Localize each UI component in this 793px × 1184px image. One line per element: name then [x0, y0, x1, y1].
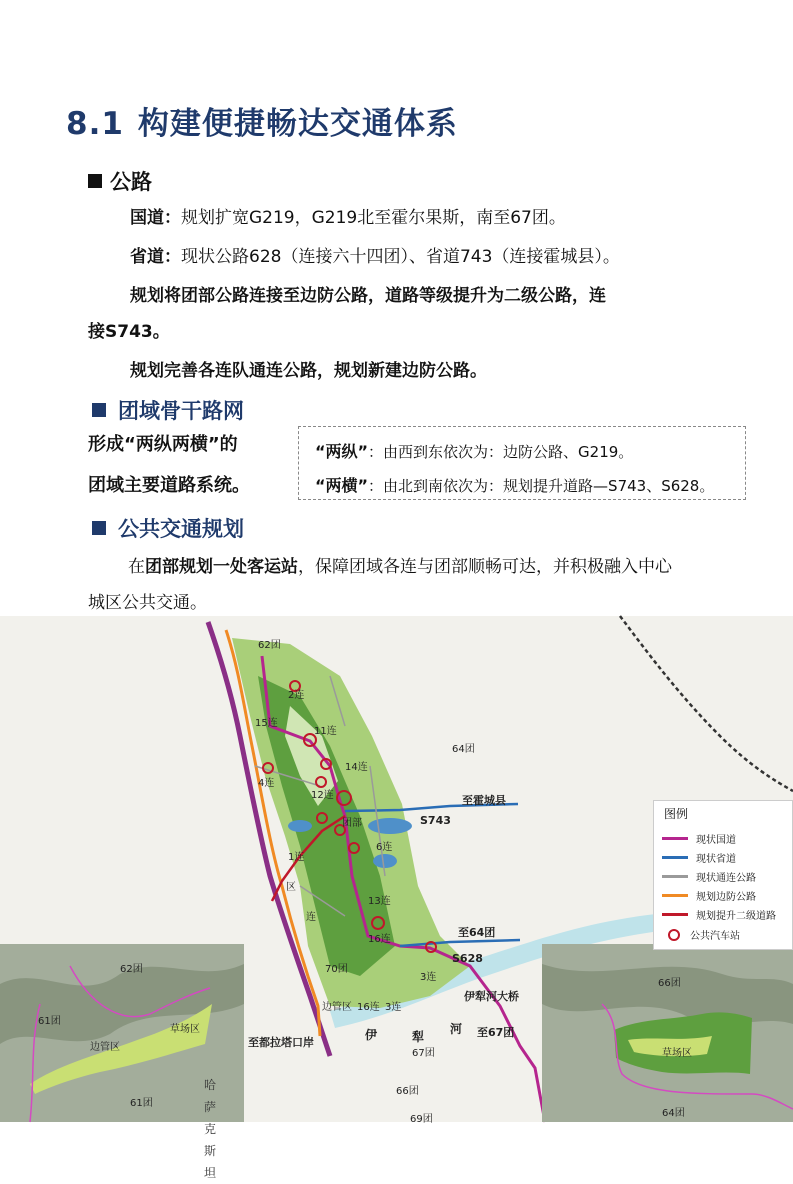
heading-trunk-text: 团域骨干路网 — [118, 399, 244, 423]
lake — [373, 854, 397, 868]
inset-left-bianguan: 边管区 — [90, 1042, 120, 1053]
inset-left-62: 62团 — [120, 964, 143, 975]
heading-trunk-network — [92, 395, 244, 425]
legend-swatch — [662, 913, 688, 916]
legend-label: 规划边防公路 — [696, 892, 756, 903]
label-to-dulata: 至都拉塔口岸 — [248, 1036, 314, 1049]
national-road-paragraph — [130, 206, 566, 230]
inset-left-61a: 61团 — [38, 1016, 61, 1027]
vertical-roads-label: “两纵” — [315, 442, 369, 461]
inset-right-64: 64团 — [662, 1108, 685, 1119]
railway-line — [620, 616, 793, 791]
inset-right-caochang: 草场区 — [662, 1048, 692, 1059]
horizontal-roads-label: “两横” — [315, 476, 369, 495]
label-tuanbu: 团部 — [342, 818, 362, 829]
label-c15: 15连 — [255, 718, 278, 729]
heading-highway-text: 公路 — [110, 170, 152, 194]
label-yi: 伊 — [365, 1028, 378, 1042]
label-s628: S628 — [452, 952, 483, 965]
provincial-road-paragraph — [130, 245, 620, 269]
label-kazakhstan: 哈萨克斯坦 — [204, 1078, 217, 1180]
section-title: 构建便捷畅达交通体系 — [137, 106, 458, 142]
lake — [288, 820, 312, 832]
transit-line-2: 城区公共交通。 — [88, 593, 207, 613]
heading-public-transit — [92, 513, 244, 543]
legend-item-bus-station — [662, 927, 740, 942]
label-t69: 69团 — [410, 1114, 433, 1125]
label-qu: 区 — [286, 882, 296, 893]
legend-swatch — [662, 837, 688, 840]
label-c3b: 3连 — [385, 1002, 402, 1013]
label-bgq: 边管区 — [322, 1002, 352, 1013]
map-legend — [653, 800, 793, 950]
label-c13: 13连 — [368, 896, 391, 907]
inset-left-caochang: 草场区 — [170, 1024, 200, 1035]
legend-swatch — [662, 875, 688, 878]
inset-left-61b: 61团 — [130, 1098, 153, 1109]
bullet-square-icon — [88, 174, 102, 188]
vertical-roads-line — [315, 439, 633, 462]
transit-bold: 团部规划一处客运站 — [145, 557, 298, 577]
label-to-huocheng: 至霍城县 — [462, 794, 506, 807]
legend-label: 规划提升二级道路 — [696, 911, 776, 922]
inset-right-canvas — [542, 944, 793, 1122]
transit-line-1 — [128, 555, 672, 579]
label-c3: 3连 — [420, 972, 437, 983]
trunk-summary-line-2: 团域主要道路系统。 — [88, 475, 250, 496]
legend-label: 公共汽车站 — [690, 931, 740, 942]
label-t67: 67团 — [412, 1048, 435, 1059]
legend-item-secondary-road — [662, 907, 776, 922]
legend-swatch — [662, 856, 688, 859]
legend-item-provincial-road — [662, 850, 736, 865]
legend-title: 图例 — [664, 807, 689, 821]
legend-item-connector-road — [662, 869, 756, 884]
bus-station-icon — [668, 929, 680, 941]
plan-paragraph-1-line-2: 接S743。 — [88, 322, 170, 342]
label-he: 河 — [450, 1022, 463, 1036]
trunk-definition-box — [298, 426, 746, 500]
plan-paragraph-1-line-1: 规划将团部公路连接至边防公路，道路等级提升为二级公路，连 — [130, 286, 606, 306]
horizontal-roads-text: ：由北到南依次为：规划提升道路—S743、S628。 — [368, 477, 715, 495]
bullet-square-icon — [92, 403, 106, 417]
inset-map-right — [542, 944, 793, 1122]
transit-prefix: 在 — [128, 557, 145, 577]
vertical-roads-text: ：由西到东依次为：边防公路、G219。 — [368, 443, 634, 461]
label-bridge: 伊犁河大桥 — [464, 990, 519, 1003]
label-t66: 66团 — [396, 1086, 419, 1097]
lake — [368, 818, 412, 834]
transport-map — [0, 616, 793, 1180]
label-c14: 14连 — [345, 762, 368, 773]
label-lian: 连 — [306, 912, 316, 923]
heading-transit-text: 公共交通规划 — [118, 517, 244, 541]
section-number: 8.1 — [66, 106, 124, 142]
label-c2: 2连 — [288, 690, 305, 701]
label-c16: 16连 — [368, 934, 391, 945]
label-62: 62团 — [258, 640, 281, 651]
label-to64: 至64团 — [458, 926, 496, 939]
bullet-square-icon — [92, 521, 106, 535]
page-title — [66, 98, 458, 143]
label-to67: 至67团 — [477, 1026, 515, 1039]
transit-rest: ，保障团域各连与团部顺畅可达，并积极融入中心 — [298, 557, 672, 577]
label-li: 犁 — [412, 1030, 425, 1044]
label-s743: S743 — [420, 814, 451, 827]
label-c1: 1连 — [288, 852, 305, 863]
horizontal-roads-line — [315, 473, 714, 496]
label-t64: 64团 — [452, 744, 475, 755]
legend-label: 现状省道 — [696, 854, 736, 865]
label-c12: 12连 — [311, 790, 334, 801]
label-c4: 4连 — [258, 778, 275, 789]
label-c11: 11连 — [314, 726, 337, 737]
legend-item-border-road — [662, 888, 756, 903]
plan-paragraph-2: 规划完善各连队通连公路，规划新建边防公路。 — [130, 361, 487, 381]
label-c16b: 16连 — [357, 1002, 380, 1013]
national-road-text: 规划扩宽G219，G219北至霍尔果斯，南至67团。 — [181, 208, 566, 228]
provincial-road-text: 现状公路628（连接六十四团）、省道743（连接霍城县）。 — [181, 247, 620, 267]
legend-item-national-road — [662, 831, 736, 846]
national-road-label: 国道： — [130, 208, 181, 228]
legend-label: 现状国道 — [696, 835, 736, 846]
legend-swatch — [662, 894, 688, 897]
provincial-road-label: 省道： — [130, 247, 181, 267]
label-c6: 6连 — [376, 842, 393, 853]
trunk-summary-line-1: 形成“两纵两横”的 — [88, 434, 238, 455]
inset-right-66: 66团 — [658, 978, 681, 989]
label-t70: 70团 — [325, 964, 348, 975]
legend-label: 现状通连公路 — [696, 873, 756, 884]
heading-highway — [88, 166, 152, 196]
